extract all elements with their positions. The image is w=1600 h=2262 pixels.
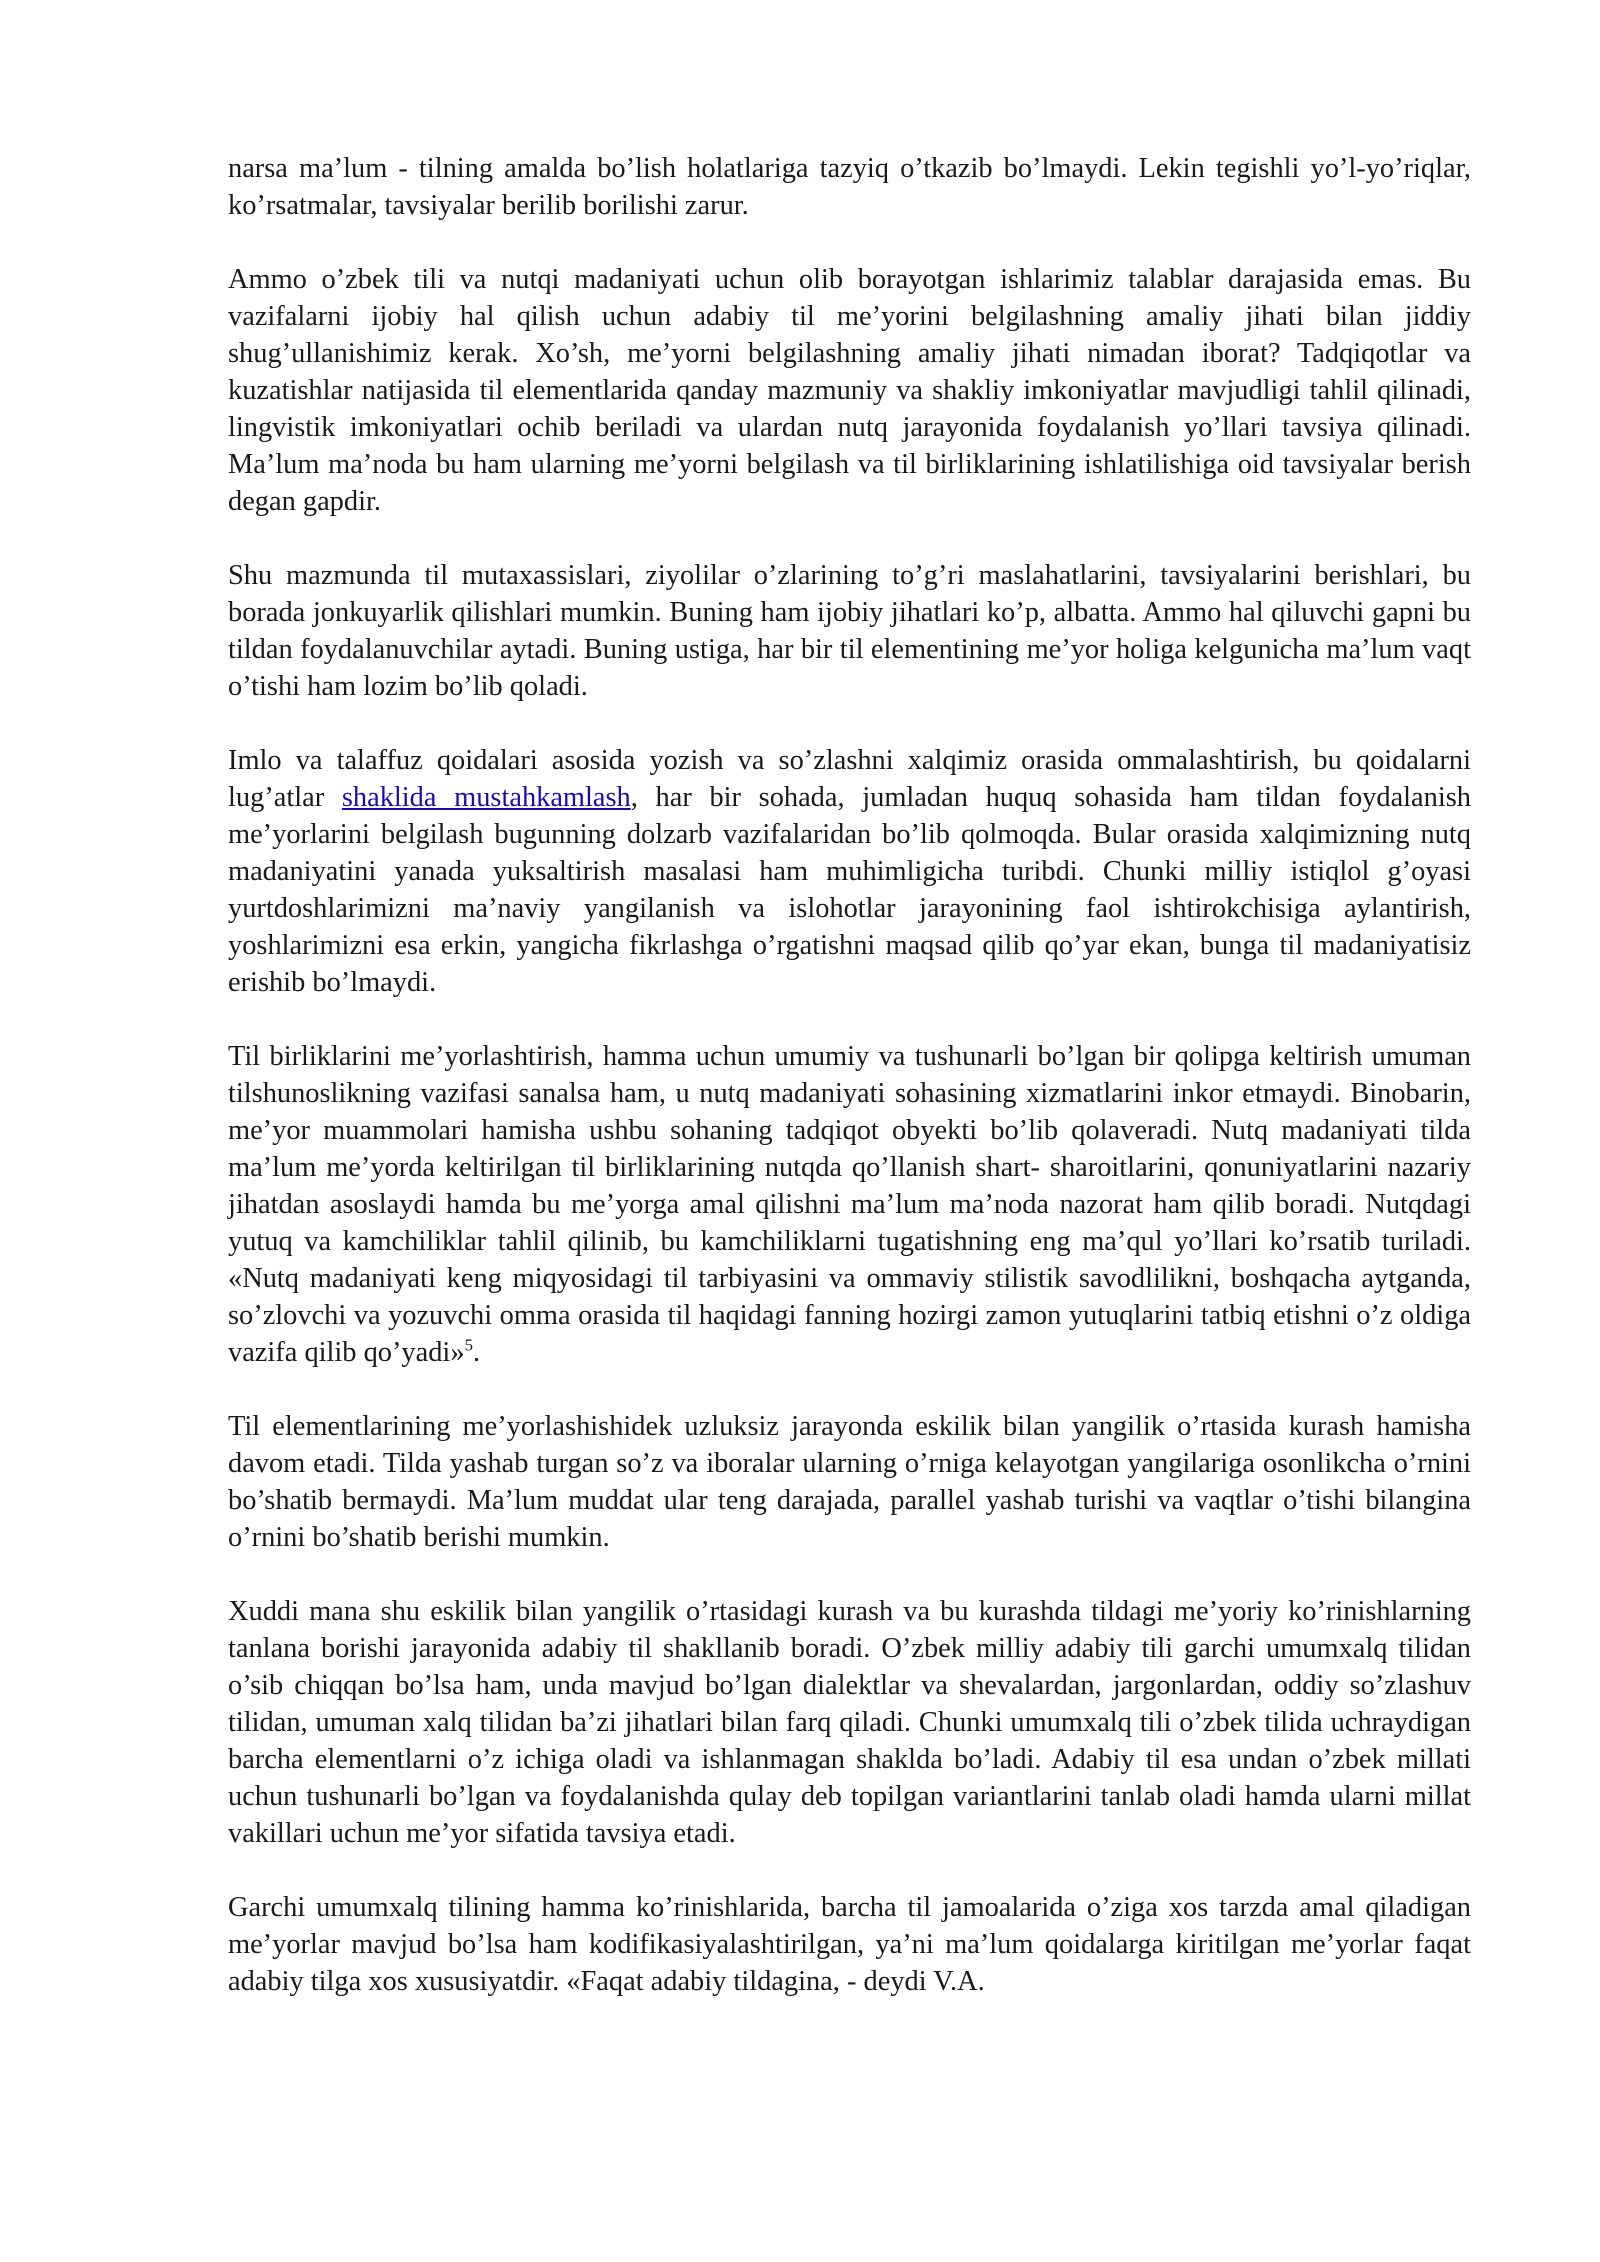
paragraph-4-text-after: , har bir sohada, jumladan huquq sohasida ham tildan foydalanish me’yorlarini belgilash bugunning dolzarb vazifalaridan bo’lib qolmoqda. Bular orasida xalqimizning nutq madaniyatini yanada yuksaltirish masalasi ham muhimligicha turibdi. Chunki milliy istiqlol g’oyasi yurtdoshlarimizni ma’naviy yangilanish va islohotlar jarayonining faol ishtirokchisiga aylantirish, yoshlarimizni esa erkin, yangicha fikrlashga o’rgatishni maqsad qilib qo’yar ekan, bunga til madaniyatisiz erishib bo’lmaydi. xyxy=(228,782,1471,998)
paragraph-4-text-before: Imlo va talaffuz qoidalari asosida yozish va so’zlashni xalqimiz orasida ommalashtirish, bu qoidalarni lug’atlar xyxy=(228,745,1471,813)
paragraph-1: narsa ma’lum - tilning amalda bo’lish holatlariga tazyiq o’tkazib bo’lmaydi. Lekin tegishli yo’l-yo’riqlar, ko’rsatmalar, tavsiyalar berilib borilishi zarur. xyxy=(228,153,1471,221)
document-page xyxy=(228,150,1471,2000)
shaklida-mustahkamlash-link[interactable]: shaklida mustahkamlash xyxy=(341,782,631,813)
paragraph-3: Shu mazmunda til mutaxassislari, ziyolilar o’zlarining to’g’ri maslahatlarini, tavsiyalarini berishlari, bu borada jonkuyarlik qilishlari mumkin. Buning ham ijobiy jihatlari ko’p, albatta. Ammo hal qiluvchi gapni bu tildan foydalanuvchilar aytadi. Buning ustiga, har bir til elementining me’yor holiga kelgunicha ma’lum vaqt o’tishi ham lozim bo’lib qoladi. xyxy=(228,560,1471,702)
paragraph-5-end: . xyxy=(473,1337,481,1368)
footnote-marker: 5 xyxy=(464,1335,474,1355)
paragraph-7: Xuddi mana shu eskilik bilan yangilik o’rtasidagi kurash va bu kurashda tildagi me’yoriy ko’rinishlarning tanlana borishi jarayonida adabiy til shakllanib boradi. O’zbek milliy adabiy tili garchi umumxalq tilidan o’sib chiqqan bo’lsa ham, unda mavjud bo’lgan dialektlar va shevalardan, jargonlardan, oddiy so’zlashuv tilidan, umuman xalq tilidan ba’zi jihatlari bilan farq qiladi. Chunki umumxalq tili o’zbek tilida uchraydigan barcha elementlarni o’z ichiga oladi va ishlanmagan shaklda bo’ladi. Adabiy til esa undan o’zbek millati uchun tushunarli bo’lgan va foydalanishda qulay deb topilgan variantlarini tanlab oladi hamda ularni millat vakillari uchun me’yor sifatida tavsiya etadi. xyxy=(228,1596,1471,1849)
paragraph-8: Garchi umumxalq tilining hamma ko’rinishlarida, barcha til jamoalarida o’ziga xos tarzda amal qiladigan me’yorlar mavjud bo’lsa ham kodifikasiyalashtirilgan, ya’ni ma’lum qoidalarga kiritilgan me’yorlar faqat adabiy tilga xos xususiyatdir. «Faqat adabiy tildagina, - deydi V.A. xyxy=(228,1892,1471,1997)
paragraph-5-text: Til birliklarini me’yorlashtirish, hamma uchun umumiy va tushunarli bo’lgan bir qolipga keltirish umuman tilshunoslikning vazifasi sanalsa ham, u nutq madaniyati sohasining xizmatlarini inkor etmaydi. Binobarin, me’yor muammolari hamisha ushbu sohaning tadqiqot obyekti bo’lib qolaveradi. Nutq madaniyati tilda ma’lum me’yorda keltirilgan til birliklarining nutqda qo’llanish shart- sharoitlarini, qonuniyatlarini nazariy jihatdan asoslaydi hamda bu me’yorga amal qilishni ma’lum ma’noda nazorat ham qilib boradi. Nutqdagi yutuq va kamchiliklar tahlil qilinib, bu kamchiliklarni tugatishning eng ma’qul yo’llari ko’rsatib turiladi. «Nutq madaniyati keng miqyosidagi til tarbiyasini va ommaviy stilistik savodlilikni, boshqacha aytganda, so’zlovchi va yozuvchi omma orasida til haqidagi fanning hozirgi zamon yutuqlarini tatbiq etishni o’z oldiga vazifa qilib qo’yadi» xyxy=(228,1041,1471,1368)
paragraph-6: Til elementlarining me’yorlashishidek uzluksiz jarayonda eskilik bilan yangilik o’rtasida kurash hamisha davom etadi. Tilda yashab turgan so’z va iboralar ularning o’rniga kelayotgan yangilariga osonlikcha o’rnini bo’shatib bermaydi. Ma’lum muddat ular teng darajada, parallel yashab turishi va vaqtlar o’tishi bilangina o’rnini bo’shatib berishi mumkin. xyxy=(228,1411,1471,1553)
paragraph-4 xyxy=(228,742,1471,1001)
paragraph-2: Ammo o’zbek tili va nutqi madaniyati uchun olib borayotgan ishlarimiz talablar darajasida emas. Bu vazifalarni ijobiy hal qilish uchun adabiy til me’yorini belgilashning amaliy jihati bilan jiddiy shug’ullanishimiz kerak. Xo’sh, me’yorni belgilashning amaliy jihati nimadan iborat? Tadqiqotlar va kuzatishlar natijasida til elementlarida qanday mazmuniy va shakliy imkoniyatlar mavjudligi tahlil qilinadi, lingvistik imkoniyatlari ochib beriladi va ulardan nutq jarayonida foydalanish yo’llari tavsiya qilinadi. Ma’lum ma’noda bu ham ularning me’yorni belgilash va til birliklarining ishlatilishiga oid tavsiyalar berish degan gapdir. xyxy=(228,264,1471,517)
paragraph-5 xyxy=(228,1038,1471,1371)
